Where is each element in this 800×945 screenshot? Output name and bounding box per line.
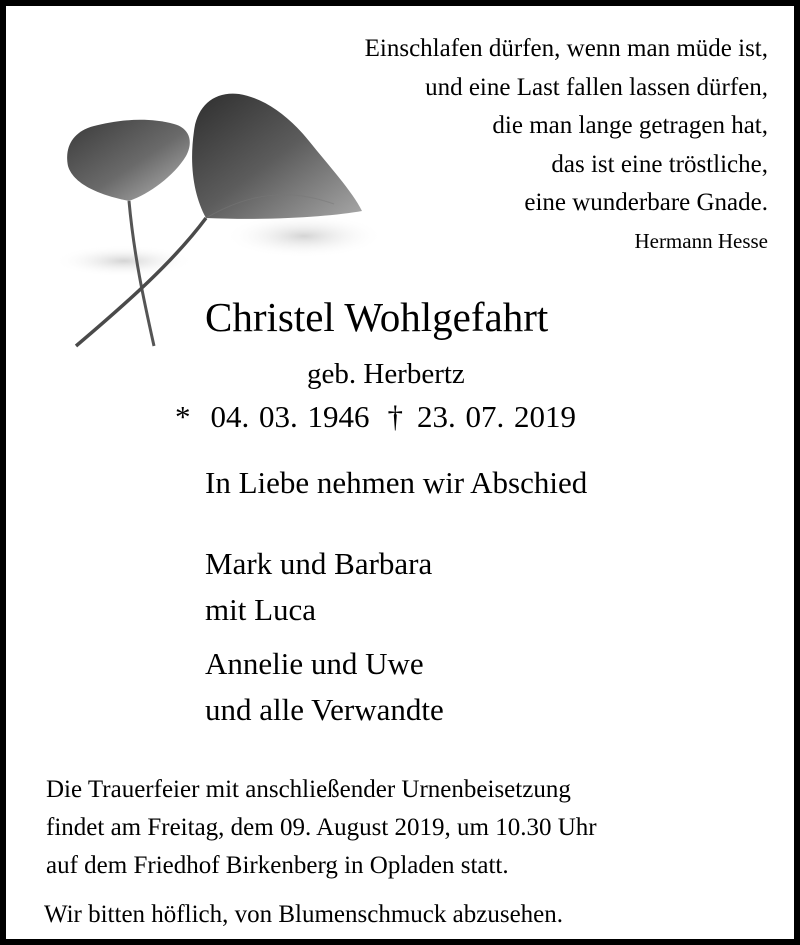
birth-date: 04. 03. 1946 bbox=[210, 399, 370, 434]
mourners-list bbox=[205, 541, 444, 733]
service-line: auf dem Friedhof Birkenberg in Opladen statt. bbox=[46, 852, 509, 879]
mourner-line: Annelie und Uwe bbox=[205, 646, 424, 681]
service-line: findet am Freitag, dem 09. August 2019, um 10.30 Uhr bbox=[46, 814, 597, 841]
service-line: Die Trauerfeier mit anschließender Urnenbeisetzung bbox=[46, 776, 571, 803]
poem-quote bbox=[365, 30, 768, 261]
mourner-line: Mark und Barbara bbox=[205, 546, 433, 581]
mourner-line: und alle Verwandte bbox=[205, 692, 444, 727]
mourner-group bbox=[205, 641, 444, 733]
birth-star-icon: * bbox=[175, 399, 191, 434]
poem-line: Einschlafen dürfen, wenn man müde ist, bbox=[364, 35, 768, 62]
poem-line: eine wunderbare Gnade. bbox=[524, 189, 768, 217]
life-dates bbox=[175, 397, 576, 437]
farewell-text: In Liebe nehmen wir Abschied bbox=[205, 465, 588, 500]
poem-line: die man lange getragen hat, bbox=[492, 112, 768, 140]
poem-line: und eine Last fallen lassen dürfen, bbox=[425, 73, 768, 101]
poem-line: das ist eine tröstliche, bbox=[551, 150, 768, 178]
mourner-group bbox=[205, 541, 444, 633]
deceased-name: Christel Wohlgefahrt bbox=[205, 294, 549, 340]
flower-request: Wir bitten höflich, von Blumenschmuck abzusehen. bbox=[44, 901, 564, 928]
death-date: 23. 07. 2019 bbox=[417, 399, 576, 434]
death-cross-icon: † bbox=[387, 399, 403, 434]
maiden-name: geb. Herbertz bbox=[307, 358, 465, 390]
service-info bbox=[46, 771, 597, 885]
mourner-line: mit Luca bbox=[205, 592, 317, 627]
poem-author: Hermann Hesse bbox=[634, 228, 768, 253]
